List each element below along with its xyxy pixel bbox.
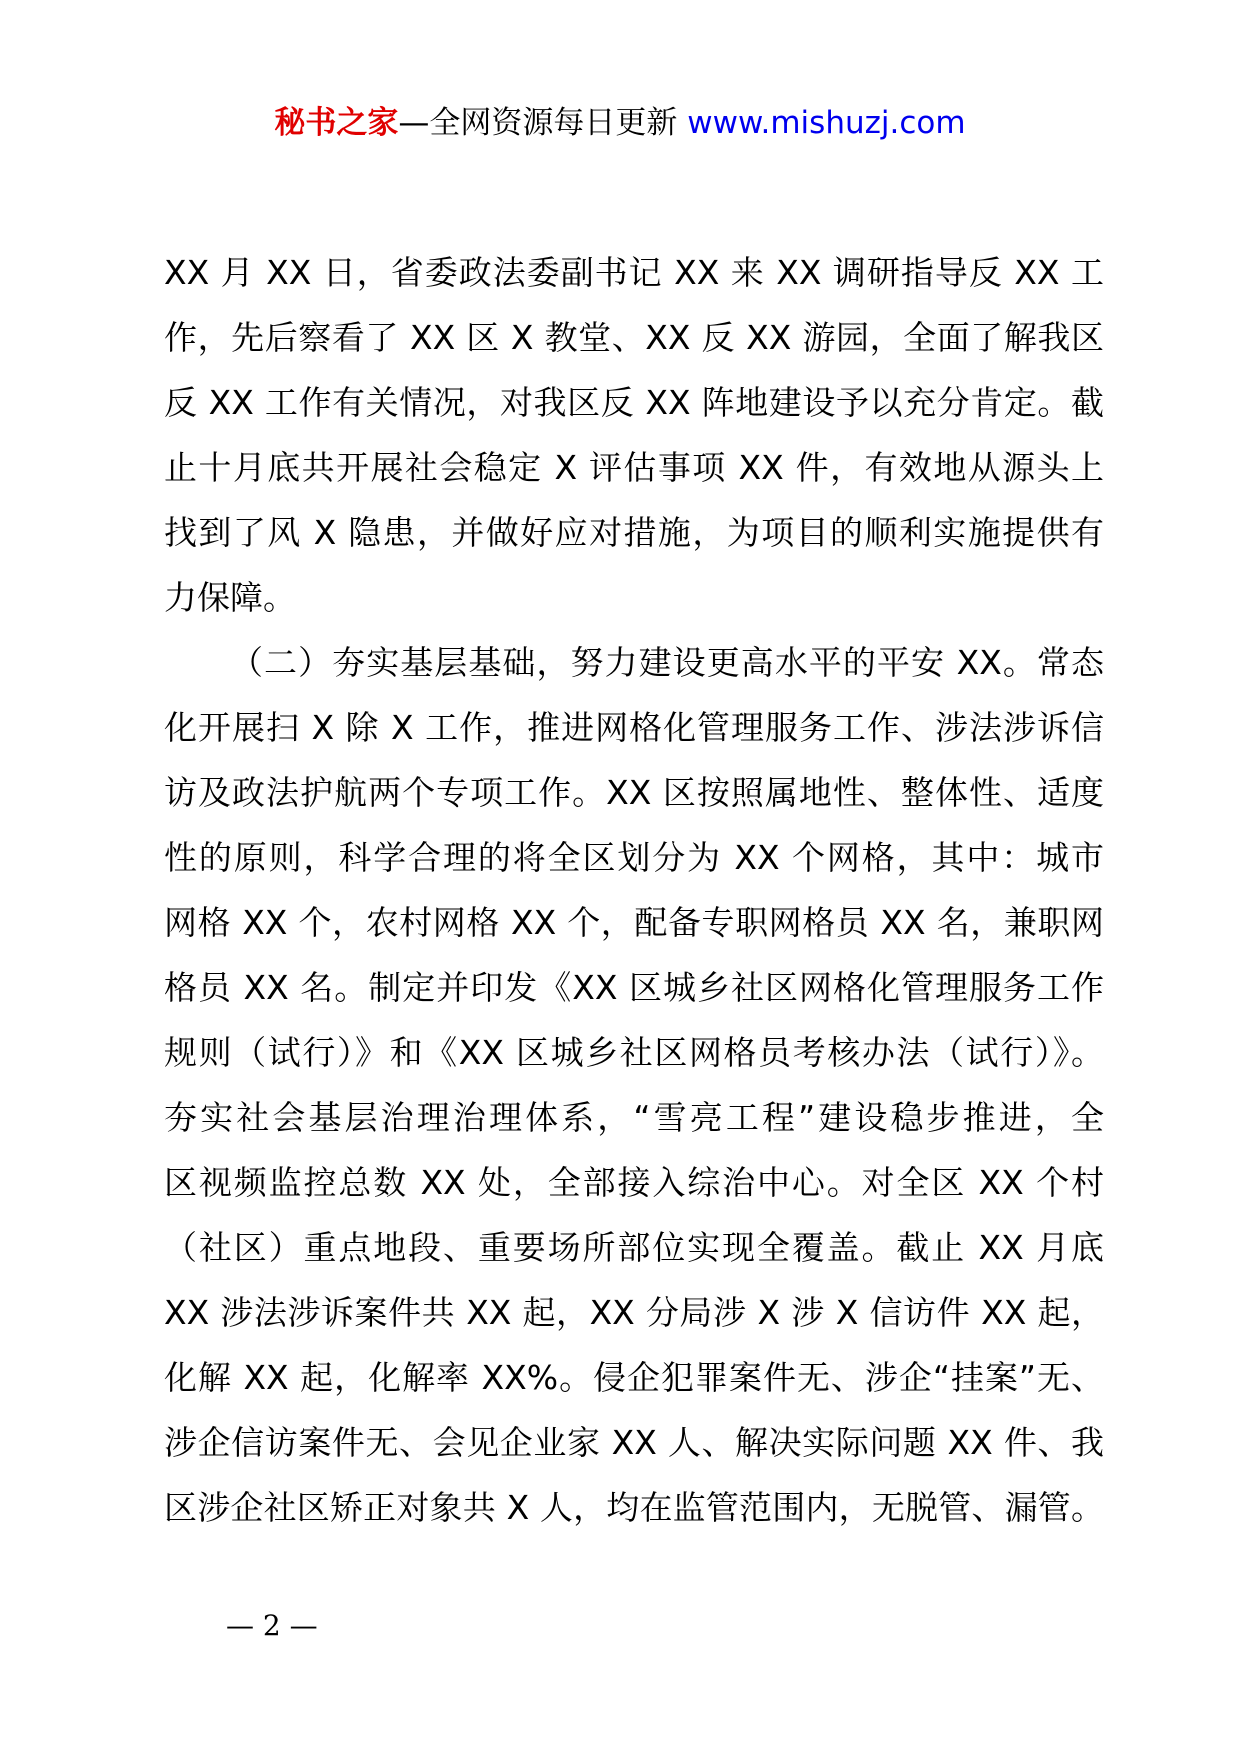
site-header (0, 103, 1240, 143)
text-line: 区涉企社区矫正对象共 X 人，均在监管范围内，无脱管、漏管。 (164, 1488, 1104, 1527)
section-heading-line: （二）夯实基层基础，努力建设更高水平的平安 XX。常态 (230, 643, 1104, 682)
text-line: 涉企信访案件无、会见企业家 XX 人、解决实际问题 XX 件、我 (164, 1423, 1104, 1462)
text-line: 找到了风 X 隐患，并做好应对措施，为项目的顺利实施提供有 (164, 513, 1104, 552)
text-line: 力保障。 (164, 578, 296, 617)
site-brand: 秘书之家 (274, 105, 399, 141)
text-line: 格员 XX 名。制定并印发《XX 区城乡社区网格化管理服务工作 (164, 968, 1104, 1007)
text-line: 反 XX 工作有关情况，对我区反 XX 阵地建设予以充分肯定。截 (164, 383, 1104, 422)
document-body (164, 240, 1104, 1540)
text-line: 区视频监控总数 XX 处，全部接入综治中心。对全区 XX 个村 (164, 1163, 1104, 1202)
text-line: 化解 XX 起，化解率 XX%。侵企犯罪案件无、涉企“挂案”无、 (164, 1358, 1104, 1397)
text-line: 作，先后察看了 XX 区 X 教堂、XX 反 XX 游园，全面了解我区 (164, 318, 1104, 357)
text-line: XX 月 XX 日，省委政法委副书记 XX 来 XX 调研指导反 XX 工 (164, 253, 1104, 292)
text-line: 规则（试行）》和《XX 区城乡社区网格员考核办法（试行）》。 (164, 1033, 1104, 1072)
text-line: （社区）重点地段、重要场所部位实现全覆盖。截止 XX 月底 (164, 1228, 1104, 1267)
text-line: XX 涉法涉诉案件共 XX 起，XX 分局涉 X 涉 X 信访件 XX 起， (164, 1293, 1104, 1332)
text-line: 性的原则，科学合理的将全区划分为 XX 个网格，其中：城市 (164, 838, 1104, 877)
site-tagline: —全网资源每日更新 (398, 105, 688, 141)
text-line: 夯实社会基层治理治理体系，“雪亮工程”建设稳步推进，全 (164, 1098, 1104, 1137)
page-number: — 2 — (226, 1609, 318, 1642)
text-line: 网格 XX 个，农村网格 XX 个，配备专职网格员 XX 名，兼职网 (164, 903, 1104, 942)
text-line: 止十月底共开展社会稳定 X 评估事项 XX 件，有效地从源头上 (164, 448, 1104, 487)
text-line: 化开展扫 X 除 X 工作，推进网格化管理服务工作、涉法涉诉信 (164, 708, 1104, 747)
text-line: 访及政法护航两个专项工作。XX 区按照属地性、整体性、适度 (164, 773, 1104, 812)
site-url-link[interactable]: www.mishuzj.com (687, 105, 966, 141)
